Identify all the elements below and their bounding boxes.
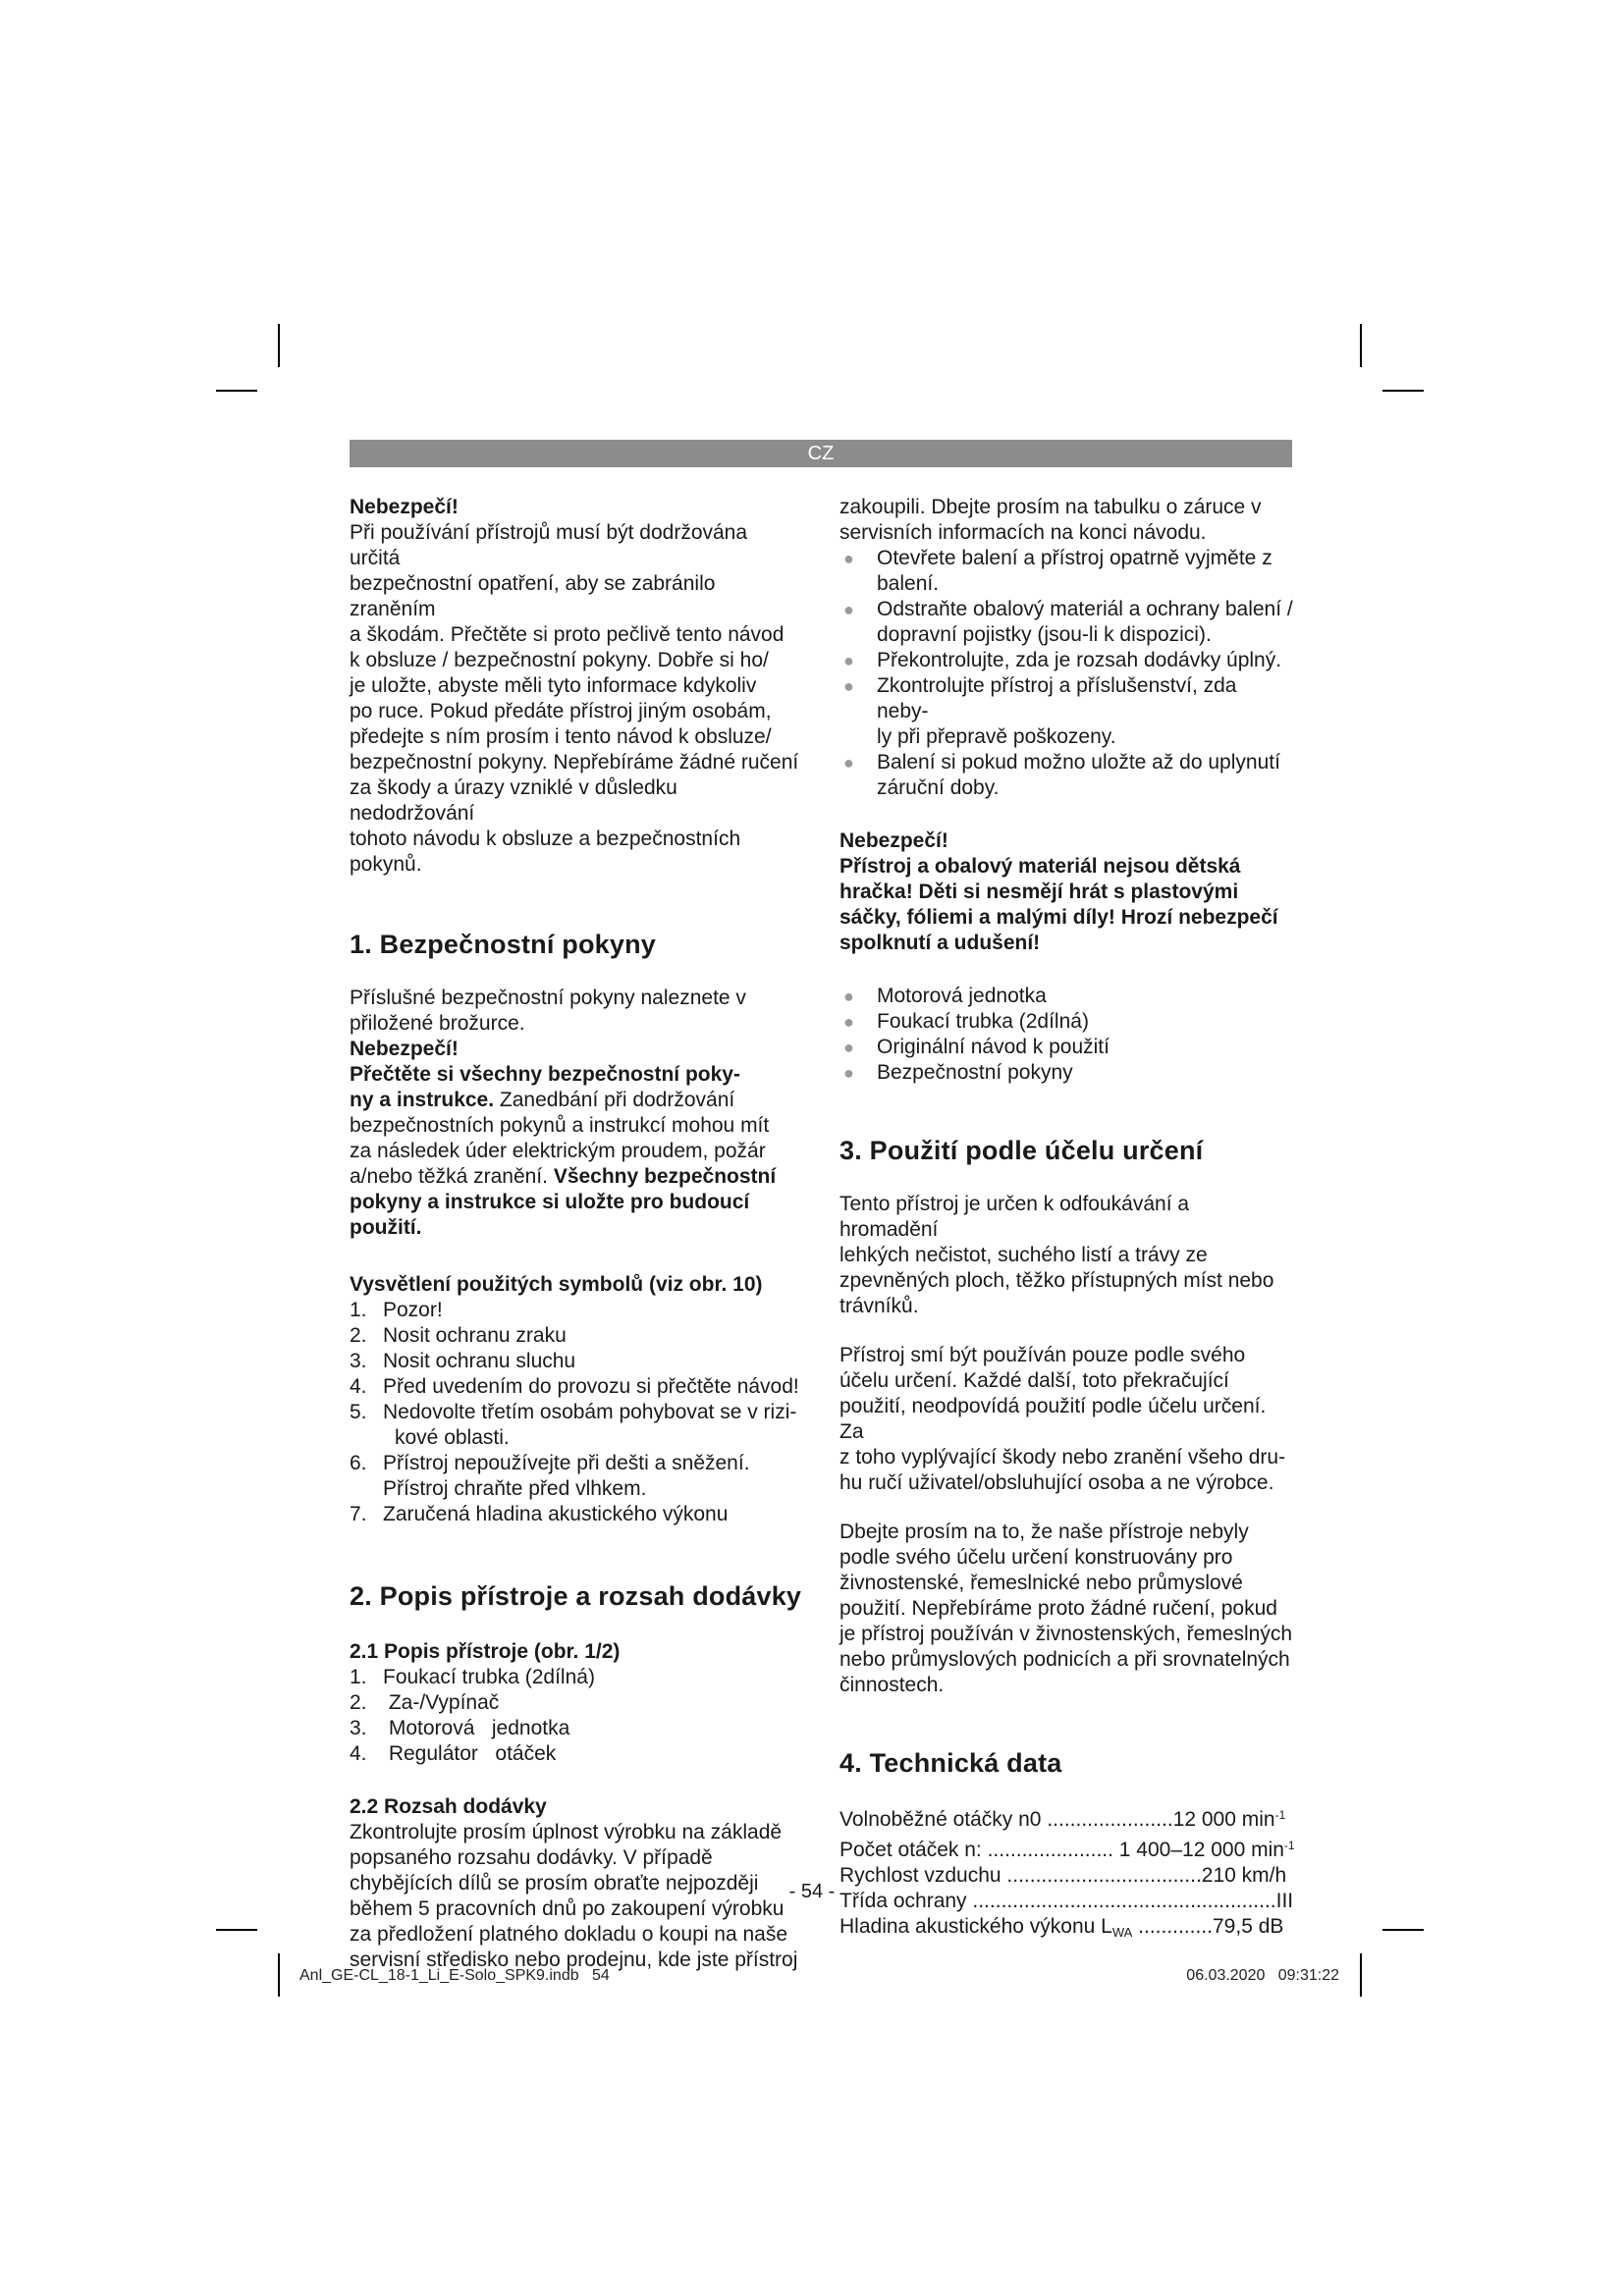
list-item (839, 1009, 1293, 1035)
footer-filename: Anl_GE-CL_18-1_Li_E-Solo_SPK9.indb 54 (299, 1967, 610, 1984)
intro-line: bezpečnostní opatření, aby se zabránilo zraněním (350, 572, 716, 620)
item-text: Nedovolte třetím osobám pohybovat se v rizi- (383, 1401, 797, 1423)
item-text: Originální návod k použití (877, 1036, 1110, 1058)
item-text: záruční doby. (877, 776, 1000, 799)
s1-line (350, 1088, 803, 1113)
footer-timestamp (1186, 1963, 1339, 1989)
intro-line: po ruce. Pokud předáte přístroj jiným osobám, (350, 700, 772, 722)
crop-mark-top-right-h (1382, 390, 1424, 392)
s22-line: servisní středisko nebo prodejnu, kde jste přístroj (350, 1949, 798, 1971)
footer-file-info (299, 1963, 610, 1989)
cont-line: zakoupili. Dbejte prosím na tabulku o záruce v (839, 496, 1262, 518)
right-column (839, 495, 1293, 1946)
section-3-paragraph-1 (839, 1192, 1293, 1319)
item-text: kové oblasti. (395, 1426, 510, 1449)
item-text: Odstraňte obalový materiál a ochrany balení / (877, 598, 1293, 620)
item-text: balení. (877, 572, 940, 595)
list-item (350, 1716, 803, 1741)
item-number: 7. (350, 1503, 367, 1525)
danger-2-line: Přístroj a obalový materiál nejsou dětská (839, 855, 1241, 878)
item-text: Regulátor otáček (383, 1742, 557, 1765)
s1-run: a/nebo těžká zranění. (350, 1165, 554, 1188)
s1-line: Přečtěte si všechny bezpečnostní poky- (350, 1063, 740, 1086)
item-number: 4. (350, 1742, 367, 1765)
section-2-1-title: 2.1 Popis přístroje (obr. 1/2) (350, 1640, 621, 1663)
s1-line: pokyny a instrukce si uložte pro budoucí (350, 1191, 750, 1213)
language-tag: CZ (807, 443, 835, 464)
list-item (839, 546, 1293, 597)
list-item (350, 1451, 803, 1502)
s22-line: chybějících dílů se prosím obraťte nejpozději (350, 1872, 759, 1895)
list-item (350, 1298, 803, 1323)
item-text: Bezpečnostní pokyny (877, 1061, 1073, 1084)
item-text: Před uvedením do provozu si přečtěte návod! (383, 1375, 799, 1398)
tech-text: Třída ochrany .....................................................III (839, 1890, 1294, 1912)
tech-row (839, 1802, 1293, 1833)
s3-line: použití. Nepřebíráme proto žádné ručení, pokud (839, 1597, 1277, 1620)
tech-superscript: -1 (1283, 1839, 1295, 1852)
s3-line: nebo průmyslových podnicích a při srovnatelných (839, 1648, 1290, 1671)
s3-line: zpevněných ploch, těžko přístupných míst nebo (839, 1269, 1274, 1292)
intro-line: a škodám. Přečtěte si proto pečlivě tento návod (350, 623, 785, 646)
s22-line: Zkontrolujte prosím úplnost výrobku na základě (350, 1821, 783, 1843)
bullet-icon: ● (843, 549, 854, 568)
item-text: Překontrolujte, zda je rozsah dodávky úplný. (877, 649, 1282, 671)
list-item (839, 984, 1293, 1009)
crop-mark-top-left-h (216, 390, 257, 392)
item-text: Motorová jednotka (877, 985, 1047, 1007)
technical-data-list (839, 1802, 1293, 1946)
list-item (839, 597, 1293, 648)
s3-line: z toho vyplývající škody nebo zranění všeho dru- (839, 1446, 1286, 1468)
item-number: 1. (350, 1299, 367, 1321)
list-item (839, 750, 1293, 801)
s1-bold-run: ny a instrukce. (350, 1089, 495, 1111)
danger-2-line: sáčky, fóliemi a malými díly! Hrozí nebezpečí (839, 906, 1278, 929)
item-number: 4. (350, 1375, 367, 1398)
device-parts-list (350, 1665, 803, 1767)
section-2-2-title: 2.2 Rozsah dodávky (350, 1795, 547, 1818)
item-number: 3. (350, 1350, 367, 1372)
item-text: Pozor! (383, 1299, 443, 1321)
item-number: 1. (350, 1666, 367, 1688)
s1-line: přiložené brožurce. (350, 1012, 525, 1035)
list-item (350, 1400, 803, 1451)
package-contents-list (839, 984, 1293, 1086)
crop-mark-bottom-right-v (1360, 1953, 1362, 1997)
bullet-icon: ● (843, 676, 854, 696)
s3-line: Tento přístroj je určen k odfoukávání a hromadění (839, 1193, 1190, 1241)
item-text: Nosit ochranu sluchu (383, 1350, 576, 1372)
bullet-icon: ● (843, 651, 854, 670)
item-number: 6. (350, 1452, 367, 1474)
intro-line: předejte s ním prosím i tento návod k obsluze/ (350, 725, 772, 748)
page-number: - 54 - (788, 1881, 836, 1902)
section-2-title: 2. Popis přístroje a rozsah dodávky (350, 1581, 802, 1611)
s3-line: činnostech. (839, 1674, 945, 1696)
list-item (839, 648, 1293, 673)
danger-box-2 (839, 828, 1293, 956)
intro-line: Při používání přístrojů musí být dodržována určitá (350, 521, 748, 569)
tech-row (839, 1914, 1293, 1946)
intro-line: pokynů. (350, 853, 422, 876)
cont-line: servisních informacích na konci návodu. (839, 521, 1207, 544)
s1-line: bezpečnostních pokynů a instrukcí mohou mít (350, 1114, 770, 1137)
danger-2-heading: Nebezpečí! (839, 829, 948, 852)
s1-bold-run: Všechny bezpečnostní (553, 1165, 777, 1188)
item-text: Zkontrolujte přístroj a příslušenství, zda neby- (877, 674, 1237, 722)
delivery-continuation (839, 495, 1293, 546)
tech-text: Hladina akustického výkonu L (839, 1915, 1112, 1938)
tech-row (839, 1833, 1293, 1863)
s3-line: živnostenské, řemeslnické nebo průmyslové (839, 1572, 1243, 1594)
section-3-title: 3. Použití podle účelu určení (839, 1136, 1204, 1165)
item-number: 5. (350, 1401, 367, 1423)
intro-line: za škody a úrazy vzniklé v důsledku nedodržování (350, 776, 677, 825)
s22-line: během 5 pracovních dnů po zakoupení výrobku (350, 1897, 785, 1920)
bullet-icon: ● (843, 987, 854, 1006)
item-number: 3. (350, 1717, 367, 1739)
item-text: Nosit ochranu zraku (383, 1324, 567, 1347)
s1-line: použití. (350, 1216, 422, 1239)
tech-subscript: WA (1111, 1925, 1133, 1940)
symbols-title: Vysvětlení použitých symbolů (viz obr. 10) (350, 1273, 763, 1296)
list-item (350, 1323, 803, 1349)
s3-line: Dbejte prosím na to, že naše přístroje nebyly (839, 1521, 1249, 1543)
tech-text: Volnoběžné otáčky n0 ......................12 000 min (839, 1808, 1275, 1831)
bullet-icon: ● (843, 1012, 854, 1032)
list-item (839, 1060, 1293, 1086)
s3-line: Přístroj smí být používán pouze podle svého (839, 1344, 1246, 1366)
section-3-paragraph-3 (839, 1520, 1293, 1698)
s3-line: použití, neodpovídá použití podle účelu určení. Za (839, 1395, 1267, 1443)
section-3-paragraph-2 (839, 1343, 1293, 1496)
item-text: Přístroj nepoužívejte při dešti a sněžení. (383, 1452, 750, 1474)
item-text: Foukací trubka (2dílná) (877, 1010, 1089, 1033)
crop-mark-bottom-right-h (1382, 1929, 1424, 1931)
s1-danger-heading: Nebezpečí! (350, 1038, 459, 1060)
intro-paragraph (350, 520, 803, 878)
bullet-icon: ● (843, 753, 854, 773)
tech-text: Počet otáček n: ...................... 1 400–12 000 min (839, 1839, 1284, 1861)
s1-line: za následek úder elektrickým proudem, požár (350, 1140, 766, 1162)
s1-run: Zanedbání při dodržování (494, 1089, 735, 1111)
s3-line: účelu určení. Každé další, toto překračující (839, 1369, 1229, 1392)
item-text: Přístroj chraňte před vlhkem. (383, 1477, 647, 1500)
list-item (350, 1741, 803, 1767)
intro-line: tohoto návodu k obsluze a bezpečnostních (350, 828, 741, 850)
symbols-list (350, 1298, 803, 1527)
s3-line: je přístroj používán v živnostenských, řemeslných (839, 1623, 1293, 1645)
intro-danger-heading: Nebezpečí! (350, 496, 459, 518)
s3-line: hu ručí uživatel/obsluhující osoba a ne výrobce. (839, 1471, 1274, 1494)
item-text: Za-/Vypínač (383, 1691, 500, 1714)
item-text: dopravní pojistky (jsou-li k dispozici). (877, 623, 1212, 646)
bullet-icon: ● (843, 1063, 854, 1083)
footer-datetime: 06.03.2020 09:31:22 (1186, 1967, 1339, 1984)
unpacking-steps-list (839, 546, 1293, 801)
item-text: Otevřete balení a přístroj opatrně vyjměte z (877, 547, 1272, 569)
intro-line: je uložte, abyste měli tyto informace kdykoliv (350, 674, 757, 697)
intro-line: bezpečnostní pokyny. Nepřebíráme žádné ručení (350, 751, 799, 774)
language-header-bar (350, 440, 1292, 467)
crop-mark-top-left-v (278, 324, 280, 367)
item-number: 2. (350, 1324, 367, 1347)
crop-mark-bottom-left-v (278, 1953, 280, 1997)
s1-line: Příslušné bezpečnostní pokyny naleznete v (350, 987, 746, 1009)
danger-2-line: hračka! Děti si nesmějí hrát s plastovými (839, 881, 1239, 903)
crop-mark-bottom-left-h (216, 1929, 257, 1931)
s22-line: za předložení platného dokladu o koupi na naše (350, 1923, 788, 1946)
list-item (839, 673, 1293, 750)
item-text: ly při přepravě poškozeny. (877, 725, 1116, 748)
s3-line: podle svého účelu určení konstruovány pro (839, 1546, 1233, 1569)
s3-line: trávníků. (839, 1295, 919, 1317)
tech-text: Rychlost vzduchu ..................................210 km/h (839, 1864, 1287, 1887)
left-column (350, 495, 803, 1973)
bullet-icon: ● (843, 1038, 854, 1057)
tech-superscript: -1 (1274, 1808, 1286, 1822)
crop-mark-top-right-v (1360, 324, 1362, 367)
section-1-body (350, 986, 803, 1241)
danger-2-line: spolknutí a udušení! (839, 932, 1041, 954)
item-text: Balení si pokud možno uložte až do uplynutí (877, 751, 1280, 774)
list-item (350, 1690, 803, 1716)
list-item (350, 1665, 803, 1690)
list-item (350, 1502, 803, 1527)
tech-text: .............79,5 dB (1132, 1915, 1284, 1938)
bullet-icon: ● (843, 600, 854, 619)
item-text: Motorová jednotka (383, 1717, 570, 1739)
s1-line (350, 1164, 803, 1190)
item-number: 2. (350, 1691, 367, 1714)
list-item (839, 1035, 1293, 1060)
section-1-title: 1. Bezpečnostní pokyny (350, 930, 656, 959)
item-text: Foukací trubka (2dílná) (383, 1666, 595, 1688)
s22-line: popsaného rozsahu dodávky. V případě (350, 1846, 713, 1869)
s3-line: lehkých nečistot, suchého listí a trávy ze (839, 1244, 1208, 1266)
list-item (350, 1374, 803, 1400)
intro-line: k obsluze / bezpečnostní pokyny. Dobře si ho/ (350, 649, 769, 671)
list-item (350, 1349, 803, 1374)
item-text: Zaručená hladina akustického výkonu (383, 1503, 729, 1525)
section-4-title: 4. Technická data (839, 1748, 1062, 1778)
